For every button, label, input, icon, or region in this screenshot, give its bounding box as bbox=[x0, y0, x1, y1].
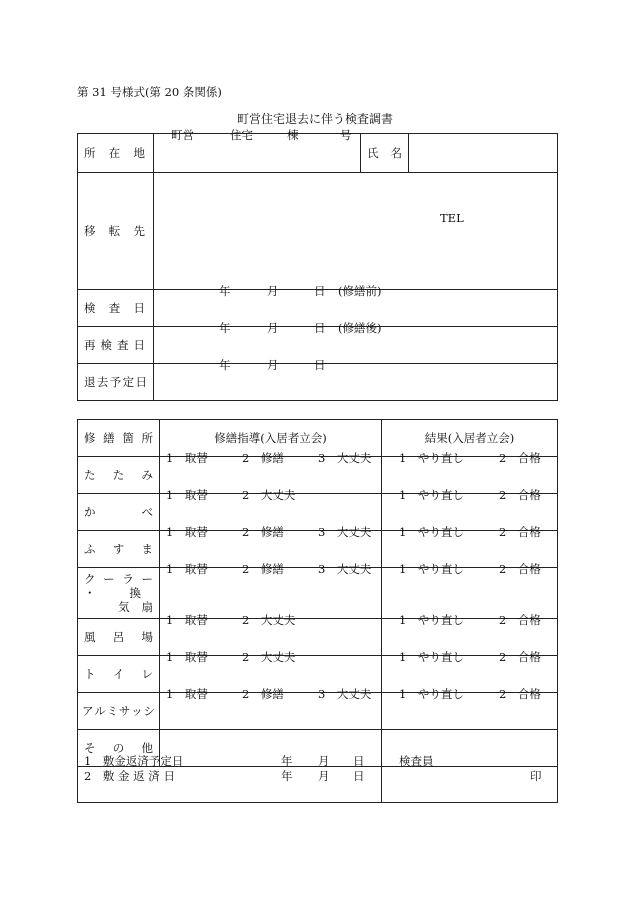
inspection-date-field[interactable]: 年 月 日 (修繕前) bbox=[154, 290, 558, 327]
option-2[interactable]: 2 大丈夫 bbox=[242, 488, 296, 502]
option-2[interactable]: 2 修繕 bbox=[242, 687, 284, 701]
repair-item-label: た た み bbox=[78, 457, 160, 494]
repair-item-label: ふ す ま bbox=[78, 531, 160, 568]
repair-item-label: ク ー ラ ー ・ 換 気 扇 bbox=[78, 568, 160, 619]
result-pass[interactable]: 2 合格 bbox=[499, 562, 541, 576]
repair-item-label: そ の 他 bbox=[78, 730, 160, 767]
inspection-date-label: 検 査 日 bbox=[78, 290, 154, 327]
repair-item-label: ト イ レ bbox=[78, 656, 160, 693]
town-label: 町営 bbox=[171, 128, 194, 142]
option-replace[interactable]: 1 取替 bbox=[166, 525, 208, 539]
option-replace[interactable]: 1 取替 bbox=[166, 613, 208, 627]
repair-table bbox=[77, 419, 558, 803]
repair-row bbox=[78, 693, 558, 730]
repair-options[interactable] bbox=[160, 730, 382, 767]
form-number: 第 31 号様式(第 20 条関係) bbox=[77, 85, 222, 99]
name-field[interactable] bbox=[409, 134, 558, 173]
repair-row bbox=[78, 619, 558, 656]
housing-label: 住宅 bbox=[230, 128, 253, 142]
location-label: 所 在 地 bbox=[78, 134, 154, 173]
option-2[interactable]: 2 大丈夫 bbox=[242, 613, 296, 627]
inspector-label: 検査員 bbox=[399, 754, 434, 768]
deposit-refund-planned-label: 1 敷金返済予定日 bbox=[84, 754, 184, 768]
repair-guidance-header: 修繕指導(入居者立会) bbox=[160, 420, 382, 457]
option-2[interactable]: 2 修繕 bbox=[242, 525, 284, 539]
repair-row bbox=[78, 568, 558, 619]
result-options[interactable] bbox=[382, 687, 558, 730]
option-3[interactable]: 3 大丈夫 bbox=[318, 451, 372, 465]
location-row bbox=[78, 134, 558, 173]
repair-options[interactable] bbox=[160, 562, 382, 619]
name-label: 氏 名 bbox=[361, 134, 409, 173]
move-destination-label: 移 転 先 bbox=[78, 173, 154, 290]
result-redo[interactable]: 1 やり直し bbox=[399, 650, 464, 664]
result-options[interactable] bbox=[382, 562, 558, 619]
deposit-footer-row bbox=[78, 767, 558, 803]
reinspection-date-label: 再 検 査 日 bbox=[78, 327, 154, 364]
result-redo[interactable]: 1 やり直し bbox=[399, 613, 464, 627]
option-3[interactable]: 3 大丈夫 bbox=[318, 525, 372, 539]
building-label: 棟 bbox=[287, 128, 299, 142]
repair-item-label: 風 呂 場 bbox=[78, 619, 160, 656]
tel-label: TEL bbox=[440, 211, 464, 225]
repair-options[interactable] bbox=[160, 687, 382, 730]
option-3[interactable]: 3 大丈夫 bbox=[318, 562, 372, 576]
result-pass[interactable]: 2 合格 bbox=[499, 613, 541, 627]
result-redo[interactable]: 1 やり直し bbox=[399, 488, 464, 502]
info-table bbox=[77, 128, 558, 401]
repair-row bbox=[78, 457, 558, 494]
option-replace[interactable]: 1 取替 bbox=[166, 562, 208, 576]
inspector-cell[interactable] bbox=[382, 754, 558, 803]
option-replace[interactable]: 1 取替 bbox=[166, 650, 208, 664]
option-3[interactable]: 3 大丈夫 bbox=[318, 687, 372, 701]
move-destination-row bbox=[78, 173, 558, 290]
move-out-date-label: 退 去 予 定 日 bbox=[78, 364, 154, 401]
move-out-date-field[interactable]: 年 月 日 bbox=[154, 364, 558, 401]
seal-label: 印 bbox=[530, 769, 542, 783]
option-2[interactable]: 2 修繕 bbox=[242, 451, 284, 465]
result-pass[interactable]: 2 合格 bbox=[499, 488, 541, 502]
repair-location-header: 修 繕 箇 所 bbox=[78, 420, 160, 457]
result-redo[interactable]: 1 やり直し bbox=[399, 562, 464, 576]
deposit-refund-label: 2 敷 金 返 済 日 bbox=[84, 769, 175, 783]
result-pass[interactable]: 2 合格 bbox=[499, 687, 541, 701]
move-destination-field[interactable] bbox=[154, 173, 558, 290]
repair-item-label: か べ bbox=[78, 494, 160, 531]
option-2[interactable]: 2 大丈夫 bbox=[242, 650, 296, 664]
result-redo[interactable]: 1 やり直し bbox=[399, 687, 464, 701]
result-redo[interactable]: 1 やり直し bbox=[399, 451, 464, 465]
option-2[interactable]: 2 修繕 bbox=[242, 562, 284, 576]
repair-item-label: ア ル ミ サ ッ シ bbox=[78, 693, 160, 730]
result-pass[interactable]: 2 合格 bbox=[499, 525, 541, 539]
unit-label: 号 bbox=[340, 128, 352, 142]
result-pass[interactable]: 2 合格 bbox=[499, 451, 541, 465]
location-value[interactable] bbox=[154, 128, 361, 173]
reinspection-date-field[interactable]: 年 月 日 (修繕後) bbox=[154, 327, 558, 364]
deposit-dates[interactable]: 1 敷金返済予定日 2 敷 金 返 済 日 年 月 日 年 月 日 bbox=[78, 767, 382, 803]
option-replace[interactable]: 1 取替 bbox=[166, 687, 208, 701]
option-replace[interactable]: 1 取替 bbox=[166, 451, 208, 465]
result-header: 結果(入居者立会) bbox=[382, 420, 558, 457]
document-title: 町営住宅退去に伴う検査調書 bbox=[236, 112, 393, 126]
option-replace[interactable]: 1 取替 bbox=[166, 488, 208, 502]
result-redo[interactable]: 1 やり直し bbox=[399, 525, 464, 539]
result-pass[interactable]: 2 合格 bbox=[499, 650, 541, 664]
move-out-date-row bbox=[78, 364, 558, 401]
